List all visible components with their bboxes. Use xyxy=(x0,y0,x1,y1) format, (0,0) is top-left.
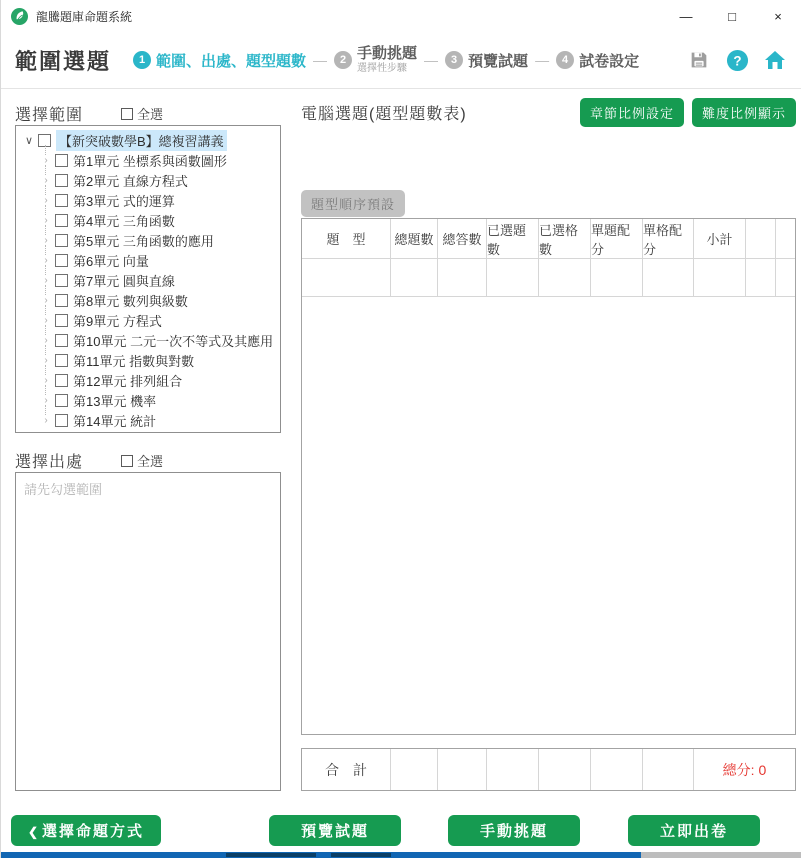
step-2[interactable] xyxy=(334,46,417,74)
summary-label: 合 計 xyxy=(302,749,391,790)
expand-caret-icon[interactable]: › xyxy=(44,154,48,166)
col-extra xyxy=(746,219,776,259)
tree-root-item[interactable] xyxy=(22,130,280,150)
tree-item-checkbox[interactable] xyxy=(55,294,68,307)
back-chevron-icon: ❮ xyxy=(27,825,39,839)
taskbar-gray-segment xyxy=(641,852,801,858)
tree-item-checkbox[interactable] xyxy=(55,414,68,427)
tree-item-unit-5[interactable]: › 第5單元 三角函數的應用 xyxy=(39,230,280,250)
choose-method-back-button[interactable]: ❮ 選擇命題方式 xyxy=(11,815,161,846)
expand-caret-icon[interactable]: › xyxy=(44,274,48,286)
expand-caret-icon[interactable]: › xyxy=(44,234,48,246)
question-order-preset-button[interactable]: 題型順序預設 xyxy=(301,190,405,217)
tree-item-unit-14[interactable]: › 第14單元 統計 xyxy=(39,410,280,430)
minimize-button[interactable]: — xyxy=(679,8,693,24)
tree-item-unit-8[interactable]: › 第8單元 數列與級數 xyxy=(39,290,280,310)
tree-item-unit-4[interactable]: › 第4單元 三角函數 xyxy=(39,210,280,230)
maximize-button[interactable]: □ xyxy=(728,8,736,24)
total-score-cell xyxy=(694,749,795,790)
tree-item-checkbox[interactable] xyxy=(55,274,68,287)
tree-item-checkbox[interactable] xyxy=(55,254,68,267)
bottom-action-bar xyxy=(1,808,801,852)
tree-item-unit-3[interactable]: › 第3單元 式的運算 xyxy=(39,190,280,210)
source-list-box[interactable] xyxy=(15,472,281,791)
range-select-all-checkbox[interactable] xyxy=(121,108,133,120)
col-points-per-question: 單題配分 xyxy=(591,219,643,259)
table-header-row xyxy=(302,219,795,259)
page-header xyxy=(1,32,801,89)
step-3[interactable] xyxy=(445,50,528,71)
step-indicator xyxy=(133,46,639,74)
right-panel-header xyxy=(301,98,796,127)
generate-paper-button[interactable]: 立即出卷 xyxy=(628,815,760,846)
tree-item-checkbox[interactable] xyxy=(55,354,68,367)
step-dash: — xyxy=(313,52,328,68)
tree-item-unit-11[interactable]: › 第11單元 指數與對數 xyxy=(39,350,280,370)
tree-item-unit-10[interactable]: › 第10單元 二元一次不等式及其應用 xyxy=(39,330,280,350)
source-select-all-label: 全選 xyxy=(137,454,164,469)
tree-item-unit-1[interactable]: › 第1單元 坐標系與函數圖形 xyxy=(39,150,280,170)
source-select-all-checkbox[interactable] xyxy=(121,455,133,467)
tree-item-checkbox[interactable] xyxy=(55,374,68,387)
tree-item-checkbox[interactable] xyxy=(55,154,68,167)
source-select-all[interactable] xyxy=(121,451,163,470)
page-title: 範圍選題 xyxy=(15,48,112,74)
expand-caret-icon[interactable]: › xyxy=(44,414,48,426)
col-total-questions: 總題數 xyxy=(391,219,438,259)
step-4-number: 4 xyxy=(556,51,574,69)
source-section-header xyxy=(15,449,281,472)
app-logo-icon xyxy=(11,8,28,25)
col-question-type: 題 型 xyxy=(302,219,391,259)
tree-item-unit-12[interactable]: › 第12單元 排列組合 xyxy=(39,370,280,390)
col-subtotal: 小計 xyxy=(694,219,746,259)
step-1-label: 範圍、出處、題型題數 xyxy=(156,52,307,70)
tree-item-checkbox[interactable] xyxy=(55,334,68,347)
close-button[interactable]: × xyxy=(774,8,782,24)
taskbar-strip xyxy=(1,852,801,858)
tree-item-checkbox[interactable] xyxy=(55,194,68,207)
range-tree xyxy=(15,125,281,433)
source-placeholder: 請先勾選範圍 xyxy=(24,482,103,497)
tree-item-unit-2[interactable]: › 第2單元 直線方程式 xyxy=(39,170,280,190)
help-icon[interactable] xyxy=(725,48,749,72)
expand-caret-icon[interactable]: › xyxy=(44,194,48,206)
difficulty-ratio-button[interactable]: 難度比例顯示 xyxy=(692,98,796,127)
step-1-number: 1 xyxy=(133,51,151,69)
source-section-title: 選擇出處 xyxy=(15,454,84,471)
expand-caret-icon[interactable]: › xyxy=(44,334,48,346)
range-section-title: 選擇範圍 xyxy=(15,107,84,124)
col-selected-cells: 已選格數 xyxy=(539,219,591,259)
manual-pick-button[interactable]: 手動挑題 xyxy=(448,815,580,846)
range-select-all[interactable] xyxy=(121,104,163,123)
step-1[interactable] xyxy=(133,50,306,71)
step-dash: — xyxy=(535,52,550,68)
total-score-label: 總分: xyxy=(722,761,755,778)
chapter-ratio-button[interactable]: 章節比例設定 xyxy=(580,98,684,127)
table-summary-row xyxy=(301,748,796,791)
range-section-header xyxy=(15,102,281,125)
right-panel-title: 電腦選題(題型題數表) xyxy=(301,106,467,123)
expand-caret-icon[interactable]: › xyxy=(44,354,48,366)
tree-item-unit-13[interactable]: › 第13單元 機率 xyxy=(39,390,280,410)
tree-item-unit-9[interactable]: › 第9單元 方程式 xyxy=(39,310,280,330)
home-icon[interactable] xyxy=(763,48,787,72)
tree-item-unit-7[interactable]: › 第7單元 圓與直線 xyxy=(39,270,280,290)
question-type-table xyxy=(301,218,796,735)
save-icon[interactable] xyxy=(687,48,711,72)
tree-item-checkbox[interactable] xyxy=(55,314,68,327)
expand-caret-icon[interactable]: › xyxy=(44,294,48,306)
expand-caret-icon[interactable]: › xyxy=(44,394,48,406)
tree-item-checkbox[interactable] xyxy=(55,234,68,247)
col-total-answers: 總答數 xyxy=(438,219,487,259)
table-empty-row xyxy=(302,259,795,297)
expand-caret-icon[interactable]: › xyxy=(44,174,48,186)
expand-caret-icon[interactable]: › xyxy=(44,374,48,386)
app-title: 龍騰題庫命題系統 xyxy=(36,9,133,24)
collapse-caret-icon[interactable]: ∨ xyxy=(24,134,34,147)
total-score-value: 0 xyxy=(758,761,767,778)
col-filler xyxy=(776,219,795,259)
step-3-number: 3 xyxy=(445,51,463,69)
window-controls xyxy=(663,0,801,32)
step-dash: — xyxy=(424,52,439,68)
tree-item-checkbox[interactable] xyxy=(55,394,68,407)
expand-caret-icon[interactable]: › xyxy=(44,214,48,226)
tree-item-checkbox[interactable] xyxy=(55,174,68,187)
tree-item-unit-6[interactable]: › 第6單元 向量 xyxy=(39,250,280,270)
expand-caret-icon[interactable]: › xyxy=(44,314,48,326)
title-bar xyxy=(1,0,801,32)
col-selected-questions: 已選題數 xyxy=(487,219,539,259)
step-4[interactable] xyxy=(556,50,639,71)
col-points-per-cell: 單格配分 xyxy=(643,219,694,259)
range-select-all-label: 全選 xyxy=(137,107,164,122)
taskbar-blue-segment xyxy=(1,852,641,858)
step-2-label: 手動挑題 xyxy=(357,45,418,63)
expand-caret-icon[interactable]: › xyxy=(44,254,48,266)
preview-questions-button[interactable]: 預覽試題 xyxy=(269,815,401,846)
step-2-number: 2 xyxy=(334,51,352,69)
svg-text:?: ? xyxy=(732,52,742,68)
tree-root-label[interactable]: 【新突破數學B】總複習講義 xyxy=(56,130,227,151)
step-3-label: 預覽試題 xyxy=(468,52,529,70)
tree-item-checkbox[interactable] xyxy=(55,214,68,227)
step-2-sublabel: 選擇性步驟 xyxy=(357,62,408,74)
step-4-label: 試卷設定 xyxy=(579,52,640,70)
